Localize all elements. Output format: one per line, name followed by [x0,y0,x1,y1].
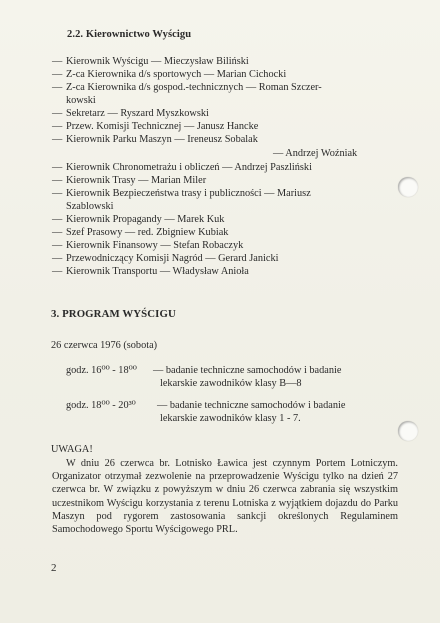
schedule-description: — badanie techniczne samochodów i badanie [157,400,346,411]
list-item: — Sekretarz — Ryszard Myszkowski [52,108,209,119]
list-item: — Kierownik Trasy — Marian Miler [52,175,207,186]
list-item: — Kierownik Propagandy — Marek Kuk [52,214,225,225]
schedule-description: lekarskie zawodników klasy 1 - 7. [160,413,301,424]
schedule-time: godz. 18⁰⁰ - 20³⁰ [66,400,136,411]
punch-hole-top [398,177,418,197]
section-title-management: 2.2. Kierownictwo Wyścigu [67,29,192,40]
schedule-time: godz. 16⁰⁰ - 18⁰⁰ [66,365,137,376]
list-item: — Przew. Komisji Technicznej — Janusz Hancke [52,121,259,132]
list-item: — Kierownik Chronometrażu i obliczeń — Andrzej Paszliński [52,162,312,173]
notice-paragraph: W dniu 26 czerwca br. Lotnisko Ławica jest czynnym Portem Lotniczym. Organizator otrzymał zezwolenie na przeprowadzenie Wyścigu tylko na dzień 27 czerwca br. W związku z powyższym w dniu 26 czerwca zabrania się wszystkim uczestnikom Wyścigu korzystania z terenu Lotniska z wyjątkiem dojazdu do Parku Maszyn pod rygorem zastosowania sankcji określonych Regulaminem Samochodowego Sportu Wyścigowego PRL. [52,458,398,536]
schedule-description: — badanie techniczne samochodów i badanie [153,365,342,376]
list-item: — Kierownik Parku Maszyn — Ireneusz Sobalak [52,134,258,145]
punch-hole-bottom [398,421,418,441]
list-item: — Szef Prasowy — red. Zbigniew Kubiak [52,227,229,238]
list-item: — Z-ca Kierownika d/s gospod.-technicznych — Roman Szczer- [52,82,322,93]
list-item: — Z-ca Kierownika d/s sportowych — Marian Cichocki [52,69,287,80]
list-item-continuation: Szablowski [66,201,114,212]
list-item-continuation: — Andrzej Woźniak [273,148,358,159]
list-item: — Kierownik Transportu — Władysław Anioła [52,266,249,277]
notice-title: UWAGA! [51,444,93,455]
program-date: 26 czerwca 1976 (sobota) [51,340,158,351]
list-item: — Kierownik Wyścigu — Mieczysław Biliński [52,56,249,67]
page-number: 2 [51,562,57,574]
section-title-program: 3. PROGRAM WYŚCIGU [51,308,176,320]
list-item-continuation: kowski [66,95,96,106]
list-item: — Przewodniczący Komisji Nagród — Gerard Janicki [52,253,279,264]
schedule-description: lekarskie zawodników klasy B—8 [160,378,302,389]
list-item: — Kierownik Finansowy — Stefan Robaczyk [52,240,244,251]
list-item: — Kierownik Bezpieczeństwa trasy i publiczności — Mariusz [52,188,311,199]
